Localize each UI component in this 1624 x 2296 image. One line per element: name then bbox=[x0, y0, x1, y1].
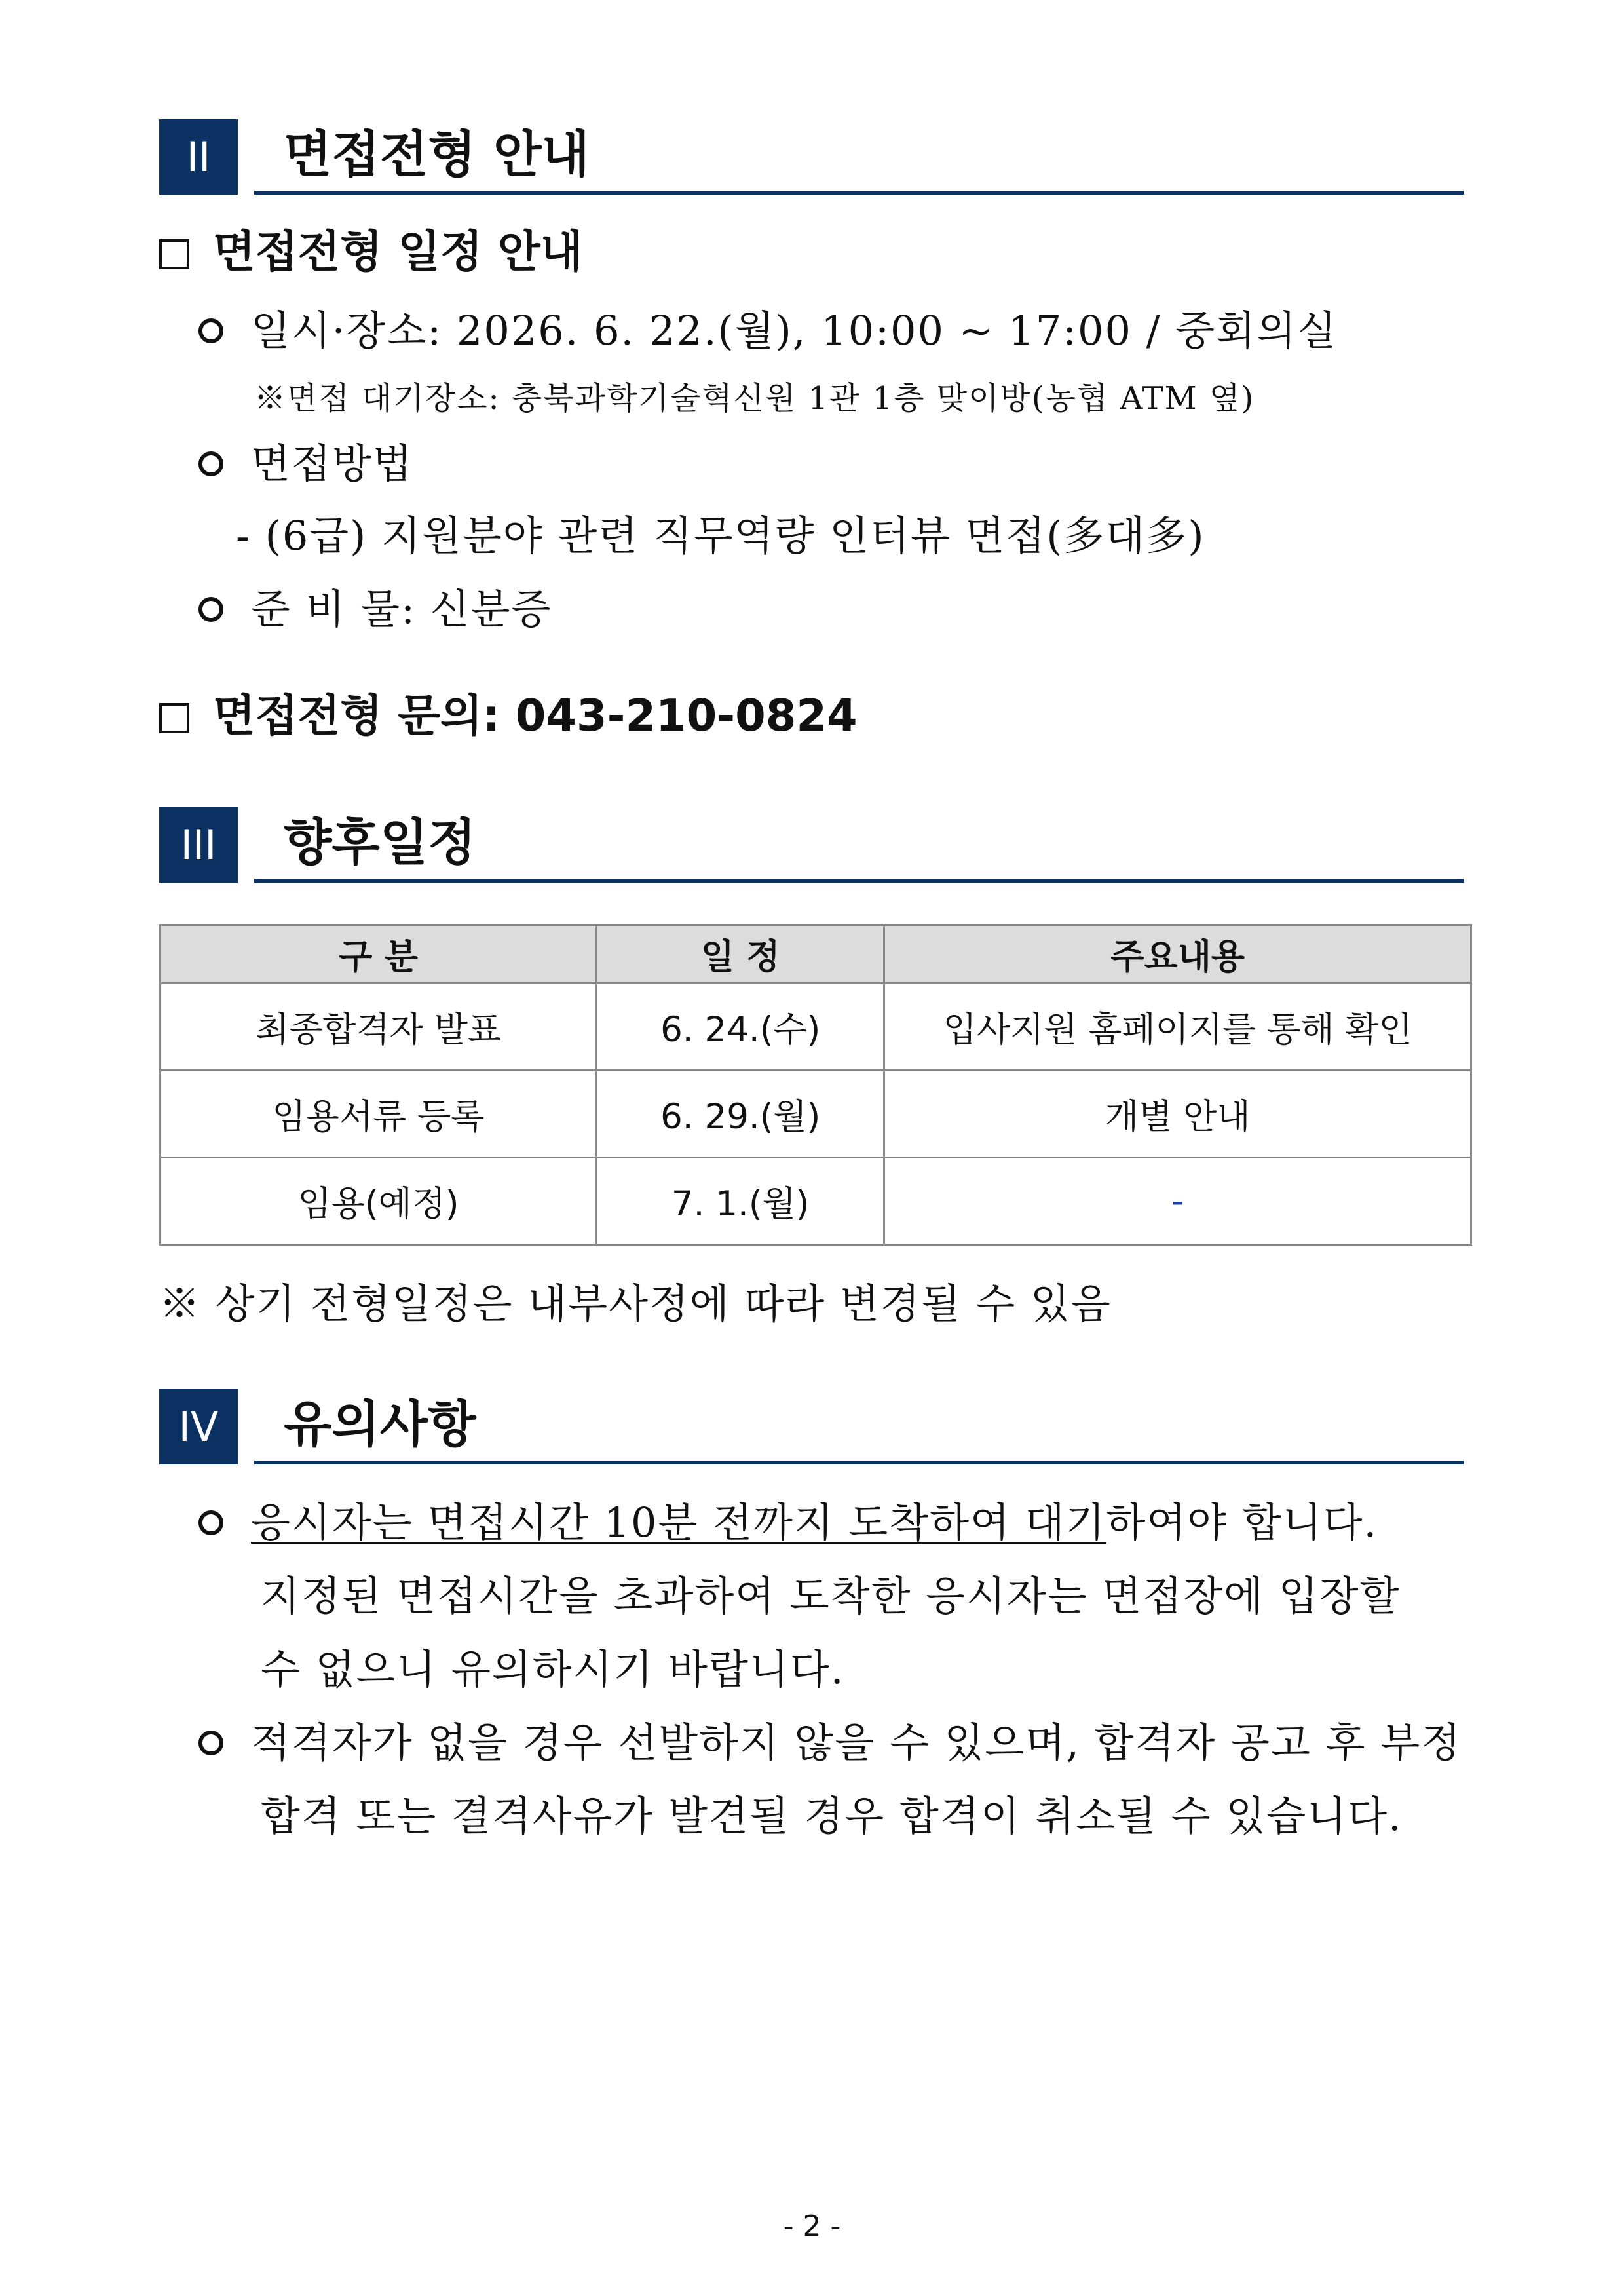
circle-bullet-icon bbox=[198, 318, 223, 343]
section-number-box: II bbox=[159, 119, 238, 195]
table-cell: 임용(예정) bbox=[161, 1158, 597, 1245]
method-label: 면접방법 bbox=[251, 440, 413, 488]
section-title: 면접전형 안내 bbox=[284, 125, 590, 183]
section-header-2 bbox=[159, 119, 1464, 195]
section-rule bbox=[254, 1461, 1464, 1464]
section-title: 향후일정 bbox=[284, 813, 476, 871]
table-row bbox=[161, 1071, 1471, 1158]
circle-bullet-icon bbox=[198, 597, 223, 622]
date-place-text: 일시·장소: 2026. 6. 22.(월), 10:00 ~ 17:00 / 중회의실 bbox=[251, 307, 1338, 354]
section-header-4 bbox=[159, 1389, 1464, 1464]
table-cell: 6. 24.(수) bbox=[597, 984, 884, 1071]
square-bullet-icon bbox=[159, 703, 189, 733]
section-rule bbox=[254, 191, 1464, 195]
underlined-text: 응시자는 면접시간 10분 전까지 도착하여 대기 bbox=[251, 1499, 1106, 1546]
method-detail: - (6급) 지원분야 관련 직무역량 인터뷰 면접(多대多) bbox=[236, 512, 1205, 560]
schedule-note: ※ 상기 전형일정은 내부사정에 따라 변경될 수 있음 bbox=[159, 1280, 1112, 1328]
square-bullet-icon bbox=[159, 239, 189, 269]
table-header-row bbox=[161, 925, 1471, 984]
circle-bullet-icon bbox=[198, 1731, 223, 1755]
notice-item-1-line2: 지정된 면접시간을 초과하여 도착한 응시자는 면접장에 입장할 bbox=[261, 1572, 1401, 1620]
notice-text: 적격자가 없을 경우 선발하지 않을 수 있으며, 합격자 공고 후 부정 bbox=[251, 1719, 1462, 1767]
table-cell: 임용서류 등록 bbox=[161, 1071, 597, 1158]
section-number-box: IV bbox=[159, 1389, 238, 1464]
section-header-3 bbox=[159, 807, 1464, 883]
subheading-inquiry bbox=[159, 689, 858, 742]
table-header: 일 정 bbox=[597, 925, 884, 984]
section-number-box: III bbox=[159, 807, 238, 883]
notice-item-2 bbox=[198, 1717, 1462, 1769]
schedule-table bbox=[159, 924, 1472, 1246]
section-title: 유의사항 bbox=[284, 1395, 476, 1453]
waiting-place-note: ※면접 대기장소: 충북과학기술혁신원 1관 1층 맞이방(농협 ATM 옆) bbox=[254, 380, 1255, 417]
notice-text: 하여야 합니다. bbox=[1106, 1499, 1378, 1546]
method-line bbox=[198, 438, 413, 490]
notice-item-1 bbox=[198, 1497, 1378, 1549]
table-cell: 입사지원 홈페이지를 통해 확인 bbox=[884, 984, 1471, 1071]
page-number: - 2 - bbox=[783, 2210, 841, 2243]
date-place-line bbox=[198, 305, 1338, 357]
notice-item-2-line2: 합격 또는 결격사유가 발견될 경우 합격이 취소될 수 있습니다. bbox=[261, 1792, 1403, 1840]
section-rule bbox=[254, 879, 1464, 883]
items-text: 준 비 물: 신분증 bbox=[251, 585, 552, 633]
table-cell: 6. 29.(월) bbox=[597, 1071, 884, 1158]
circle-bullet-icon bbox=[198, 1510, 223, 1535]
table-cell: 개별 안내 bbox=[884, 1071, 1471, 1158]
circle-bullet-icon bbox=[198, 451, 223, 476]
inquiry-text: 면접전형 문의: 043-210-0824 bbox=[213, 690, 858, 741]
table-cell: 최종합격자 발표 bbox=[161, 984, 597, 1071]
table-cell: 7. 1.(월) bbox=[597, 1158, 884, 1245]
table-row bbox=[161, 1158, 1471, 1245]
table-header: 주요내용 bbox=[884, 925, 1471, 984]
subheading-text: 면접전형 일정 안내 bbox=[213, 226, 583, 277]
table-cell: - bbox=[884, 1158, 1471, 1245]
table-header: 구 분 bbox=[161, 925, 597, 984]
subheading-schedule bbox=[159, 225, 582, 278]
items-line bbox=[198, 583, 552, 636]
table-row bbox=[161, 984, 1471, 1071]
notice-item-1-line3: 수 없으니 유의하시기 바랍니다. bbox=[261, 1645, 845, 1693]
